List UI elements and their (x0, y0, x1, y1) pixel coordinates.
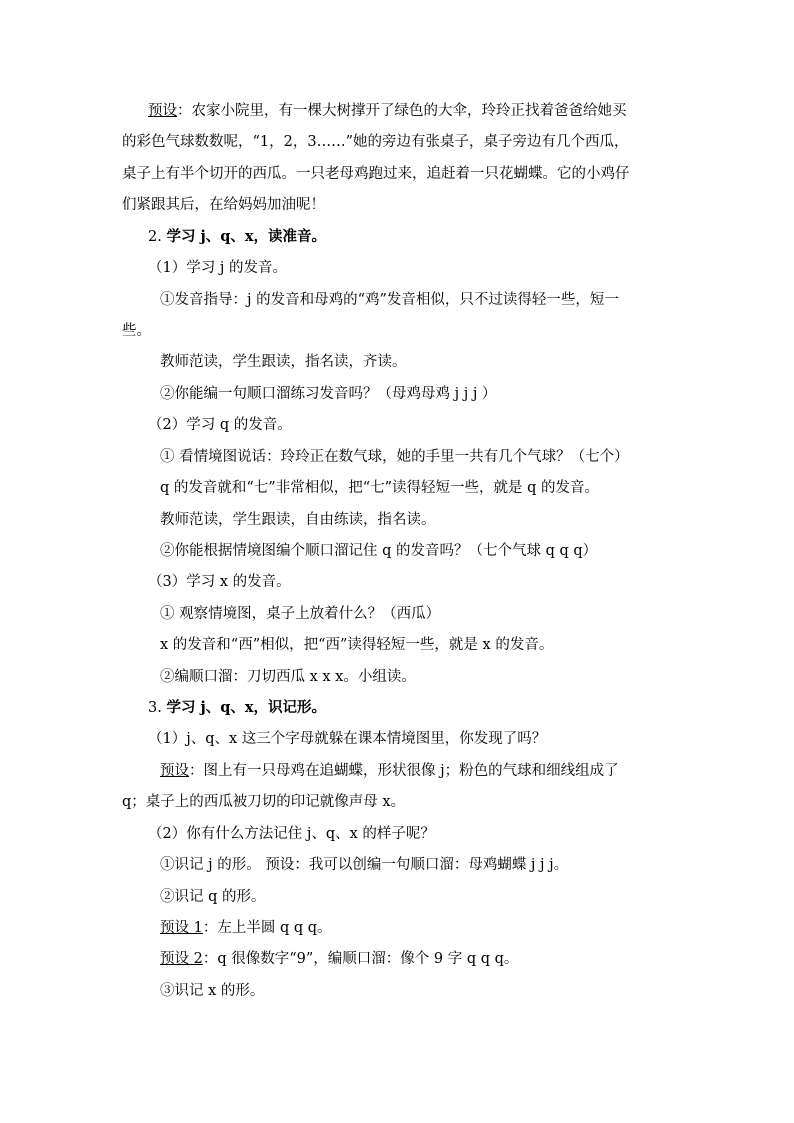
section-heading (148, 227, 708, 247)
text-segment: ① 观察情境图，桌子上放着什么？（西瓜） (160, 606, 441, 622)
text-segment: 些。 (122, 323, 151, 339)
text-segment: ：图上有一只母鸡在追蝴蝶，形状很像 j；粉色的气球和细线组成了 (189, 763, 619, 779)
text-segment: ：农家小院里，有一棵大树撑开了绿色的大伞，玲玲正找着爸爸给她买 (177, 103, 627, 119)
preset-label: 预设 2 (160, 951, 203, 967)
preset-label: 预设 (160, 763, 189, 779)
para-line (160, 447, 720, 467)
para-line (160, 510, 720, 530)
preset-label: 预设 (148, 103, 177, 119)
text-segment: 们紧跟其后，在给妈妈加油呢！ (122, 197, 325, 213)
text-segment: ②识记 q 的形。 (160, 889, 266, 905)
para-line (160, 635, 720, 655)
para-line (160, 949, 720, 969)
text-segment: （1）学习 j 的发音。 (148, 260, 287, 276)
para-line (160, 290, 720, 310)
preset-label: 预设 1 (160, 920, 203, 936)
text-segment: ②编顺口溜：刀切西瓜 x x x。小组读。 (160, 669, 416, 685)
para-line (122, 195, 682, 215)
para-line (160, 478, 720, 498)
para-line (160, 604, 720, 624)
text-segment: （2）学习 q 的发音。 (148, 417, 292, 433)
section-heading (148, 698, 708, 718)
para-line (160, 855, 720, 875)
subsection-heading (148, 415, 708, 435)
para-line (160, 918, 720, 938)
text-segment: 教师范读，学生跟读，自由练读，指名读。 (160, 512, 436, 528)
bold-text: 学习 j、q、x，识记形。 (166, 699, 327, 716)
text-segment: q 的发音就和“七”非常相似，把“七”读得轻短一些，就是 q 的发音。 (160, 480, 600, 496)
text-segment: x 的发音和“西”相似，把“西”读得轻短一些，就是 x 的发音。 (160, 637, 554, 653)
text-segment: 桌子上有半个切开的西瓜。一只老母鸡跑过来，追赶着一只花蝴蝶。它的小鸡仔 (122, 166, 630, 182)
para-line (122, 132, 682, 152)
text-segment: q；桌子上的西瓜被刀切的印记就像声母 x。 (122, 794, 406, 810)
para-line (160, 541, 720, 561)
text-segment: 3. (148, 700, 167, 716)
subsection-heading (148, 258, 708, 278)
para-line (122, 321, 682, 341)
text-segment: ②你能根据情境图编个顺口溜记住 q 的发音吗？（七个气球 q q q） (160, 543, 598, 559)
text-segment: 教师范读，学生跟读，指名读，齐读。 (160, 354, 407, 370)
para-line (160, 887, 720, 907)
para-line (160, 761, 720, 781)
text-segment: （1）j、q、x 这三个字母就躲在课本情境图里，你发现了吗？ (148, 731, 547, 747)
text-segment: ①发音指导：j 的发音和母鸡的“鸡”发音相似，只不过读得轻一些，短一 (160, 292, 619, 308)
para-line (160, 981, 720, 1001)
text-segment: ③识记 x 的形。 (160, 983, 265, 999)
subsection-heading (148, 824, 708, 844)
subsection-heading (148, 729, 708, 749)
bold-text: 学习 j、q、x，读准音。 (166, 228, 327, 245)
text-segment: （3）学习 x 的发音。 (148, 574, 291, 590)
text-segment: ① 看情境图说话：玲玲正在数气球，她的手里一共有几个气球？（七个） (160, 449, 629, 465)
para-line (160, 384, 720, 404)
para-line (160, 667, 720, 687)
text-segment: 的彩色气球数数呢，“1，2，3……”她的旁边有张桌子，桌子旁边有几个西瓜， (122, 134, 629, 150)
text-segment: ：左上半圆 q q q。 (202, 920, 332, 936)
para-line (148, 101, 708, 121)
text-segment: ①识记 j 的形。 预设：我可以创编一句顺口溜：母鸡蝴蝶 j j j。 (160, 857, 569, 873)
para-line (160, 352, 720, 372)
text-segment: 2. (148, 229, 167, 245)
para-line (122, 164, 682, 184)
para-line (122, 792, 682, 812)
text-segment: ：q 很像数字“9”，编顺口溜：像个 9 字 q q q。 (202, 951, 519, 967)
text-segment: ②你能编一句顺口溜练习发音吗？（母鸡母鸡 j j j ） (160, 386, 497, 402)
text-segment: （2）你有什么方法记住 j、q、x 的样子呢？ (148, 826, 435, 842)
subsection-heading (148, 572, 708, 592)
